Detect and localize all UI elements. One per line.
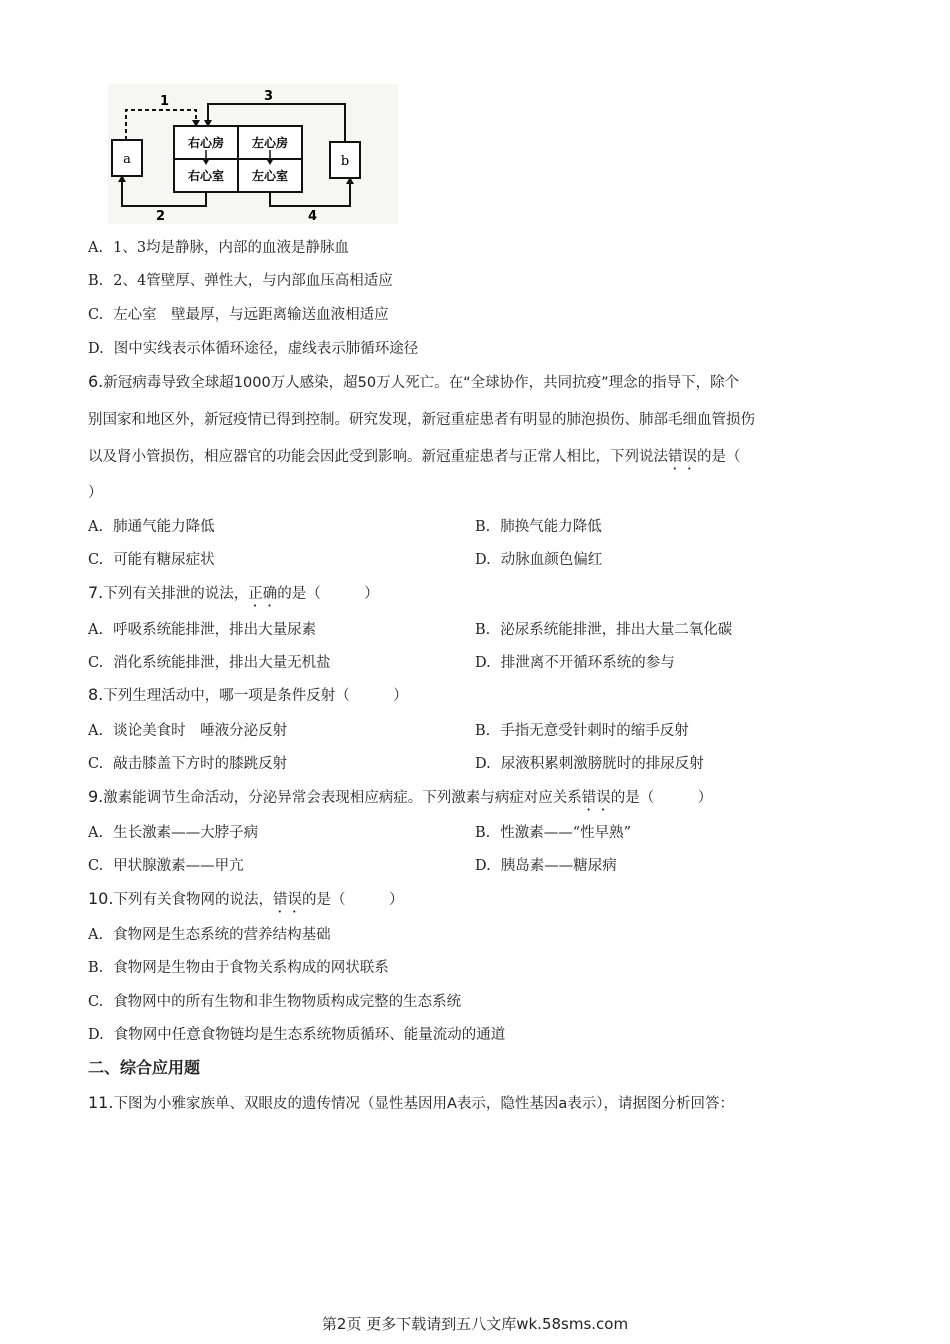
label-1: 1 <box>160 94 170 109</box>
label-b: b <box>340 154 350 169</box>
cell-left-ventricle: 左心室 <box>251 169 289 183</box>
circulation-diagram <box>108 84 398 224</box>
q10-option-d: D. 食物网中任意食物链均是生态系统物质循环、能量流动的通道 <box>88 1027 506 1043</box>
q5-option-b: B. 2、4管壁厚、弹性大，与内部血压高相适应 <box>88 273 393 289</box>
q8-option-b: B. 手指无意受针刺时的缩手反射 <box>475 723 689 739</box>
label-2: 2 <box>156 209 166 224</box>
cell-left-atrium: 左心房 <box>251 136 289 150</box>
label-a: a <box>123 152 131 167</box>
q6-line-4: ） <box>88 485 103 501</box>
q7-option-d: D. 排泄离不开循环系统的参与 <box>475 655 675 671</box>
q10-option-a: A. 食物网是生态系统的营养结构基础 <box>88 927 331 943</box>
cell-right-ventricle: 右心室 <box>187 169 225 183</box>
label-4: 4 <box>308 209 318 224</box>
page-footer: 第2页 更多下载请到五八文库wk.58sms.com <box>321 1315 629 1333</box>
q8-option-a: A. 谈论美食时 唾液分泌反射 <box>88 723 288 739</box>
q6-option-a: A. 肺通气能力降低 <box>88 519 215 535</box>
q5-option-d: D. 图中实线表示体循环途径，虚线表示肺循环途径 <box>88 341 419 357</box>
section-heading: 二、综合应用题 <box>88 1058 201 1077</box>
q7-option-c: C. 消化系统能排泄，排出大量无机盐 <box>88 655 331 671</box>
q9-option-b: B. 性激素——“性早熟” <box>475 825 632 841</box>
q5-option-c: C. 左心室 壁最厚，与远距离输送血液相适应 <box>88 307 389 323</box>
q6-option-d: D. 动脉血颜色偏红 <box>475 552 603 568</box>
q6-option-b: B. 肺换气能力降低 <box>475 519 602 535</box>
heart-circulation-figure <box>108 84 398 224</box>
q7-option-b: B. 泌尿系统能排泄，排出大量二氧化碳 <box>475 622 733 638</box>
q10-stem: 10.下列有关食物网的说法，错误的是（ ） <box>88 889 404 908</box>
q10-option-c: C. 食物网中的所有生物和非生物物质构成完整的生态系统 <box>88 994 462 1010</box>
q10-option-b: B. 食物网是生物由于食物关系构成的网状联系 <box>88 960 389 976</box>
q9-option-d: D. 胰岛素——糖尿病 <box>475 858 617 874</box>
q6-line-1: 6.新冠病毒导致全球超1000万人感染，超50万人死亡。在“全球协作，共同抗疫”理念的指导下，除个 <box>88 372 740 391</box>
q8-stem: 8.下列生理活动中，哪一项是条件反射（ ） <box>88 685 408 704</box>
label-3: 3 <box>264 89 274 104</box>
q9-option-a: A. 生长激素——大脖子病 <box>88 825 259 841</box>
q6-line-3: 以及肾小管损伤，相应器官的功能会因此受到影响。新冠重症患者与正常人相比，下列说法错误的是（ <box>88 449 741 465</box>
q9-option-c: C. 甲状腺激素——甲亢 <box>88 858 244 874</box>
q6-line-2: 别国家和地区外，新冠疫情已得到控制。研究发现，新冠重症患者有明显的肺泡损伤、肺部毛细血管损伤 <box>88 412 755 428</box>
q7-option-a: A. 呼吸系统能排泄，排出大量尿素 <box>88 622 317 638</box>
q6-option-c: C. 可能有糖尿症状 <box>88 552 215 568</box>
q9-stem: 9.激素能调节生命活动，分泌异常会表现相应病症。下列激素与病症对应关系错误的是（ ） <box>88 787 713 806</box>
cell-right-atrium: 右心房 <box>187 136 225 150</box>
q8-option-d: D. 尿液积累刺激膀胱时的排尿反射 <box>475 756 704 772</box>
q7-stem: 7.下列有关排泄的说法，正确的是（ ） <box>88 583 379 602</box>
q5-option-a: A. 1、3均是静脉，内部的血液是静脉血 <box>88 240 350 256</box>
q11-stem: 11.下图为小雅家族单、双眼皮的遗传情况（显性基因用A表示，隐性基因a表示），请据图分析回答： <box>88 1093 735 1112</box>
q8-option-c: C. 敲击膝盖下方时的膝跳反射 <box>88 756 288 772</box>
